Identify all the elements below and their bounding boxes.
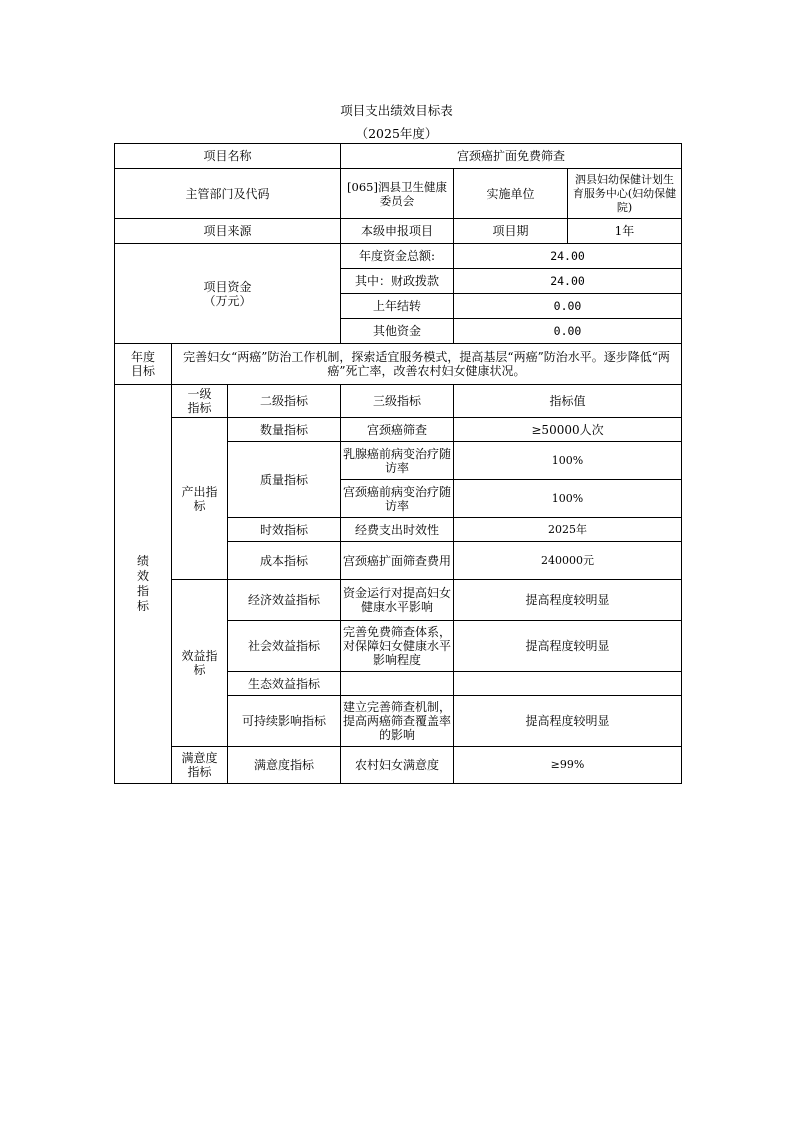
project-name-label: 项目名称 xyxy=(115,144,341,169)
table-row-level2: 生态效益指标 xyxy=(228,672,341,696)
table-row-level3: 宫颈癌扩面筛查费用 xyxy=(341,542,454,580)
benefit-indicator-label: 效益指 标 xyxy=(172,580,228,747)
header-level1: 一级 指标 xyxy=(172,385,228,418)
source-label: 项目来源 xyxy=(115,219,341,244)
table-row-level2: 数量指标 xyxy=(228,418,341,442)
table-row-level2: 经济效益指标 xyxy=(228,580,341,621)
table-row-level3: 建立完善筛查机制，提高两癌筛查覆盖率的影响 xyxy=(341,696,454,747)
table-row-level3: 资金运行对提高妇女健康水平影响 xyxy=(341,580,454,621)
funds-label: 项目资金 （万元） xyxy=(115,244,341,344)
table-row-value: 提高程度较明显 xyxy=(454,621,682,672)
page-subtitle: （2025年度） xyxy=(355,126,438,141)
table-row-level2: 质量指标 xyxy=(228,442,341,518)
table-row-level2: 成本指标 xyxy=(228,542,341,580)
table-row-level2: 时效指标 xyxy=(228,518,341,542)
period-label: 项目期 xyxy=(454,219,568,244)
project-name-value: 宫颈癌扩面免费筛查 xyxy=(341,144,682,169)
table-row-level3: 宫颈癌筛查 xyxy=(341,418,454,442)
table-row-value: 100% xyxy=(454,480,682,518)
impl-unit-label: 实施单位 xyxy=(454,169,568,219)
indicators-group-label xyxy=(115,385,172,784)
performance-target-table xyxy=(114,143,682,784)
page-title: 项目支出绩效目标表 xyxy=(340,103,453,118)
funds-carryover-label: 上年结转 xyxy=(341,294,454,319)
output-indicator-label: 产出指 标 xyxy=(172,418,228,580)
table-row-level3: 宫颈癌前病变治疗随访率 xyxy=(341,480,454,518)
indicators-group-text: 绩效指标 xyxy=(136,554,149,613)
table-row-value: 提高程度较明显 xyxy=(454,580,682,621)
funds-fiscal-label: 其中：财政拨款 xyxy=(341,269,454,294)
table-row-level3: 经费支出时效性 xyxy=(341,518,454,542)
table-row-level2: 满意度指标 xyxy=(228,747,341,784)
table-row-value: 2025年 xyxy=(454,518,682,542)
funds-total-label: 年度资金总额: xyxy=(341,244,454,269)
table-row-value xyxy=(454,672,682,696)
table-row-value: 提高程度较明显 xyxy=(454,696,682,747)
table-row-level3: 农村妇女满意度 xyxy=(341,747,454,784)
source-value: 本级申报项目 xyxy=(341,219,454,244)
table-row-level3: 乳腺癌前病变治疗随访率 xyxy=(341,442,454,480)
header-value: 指标值 xyxy=(454,385,682,418)
funds-fiscal-value: 24.00 xyxy=(454,269,682,294)
table-row-value: ≥50000人次 xyxy=(454,418,682,442)
table-row-level3: 完善免费筛查体系，对保障妇女健康水平影响程度 xyxy=(341,621,454,672)
table-row-level2: 可持续影响指标 xyxy=(228,696,341,747)
annual-goal-text: 完善妇女“两癌”防治工作机制，探索适宜服务模式，提高基层“两癌”防治水平。逐步降低“两癌”死亡率，改善农村妇女健康状况。 xyxy=(172,344,682,385)
period-value: 1年 xyxy=(568,219,682,244)
table-row-value: ≥99% xyxy=(454,747,682,784)
funds-other-label: 其他资金 xyxy=(341,319,454,344)
table-row-level2: 社会效益指标 xyxy=(228,621,341,672)
table-row-value: 100% xyxy=(454,442,682,480)
impl-unit-value: 泗县妇幼保健计划生育服务中心(妇幼保健院) xyxy=(568,169,682,219)
funds-total-value: 24.00 xyxy=(454,244,682,269)
table-row-level3 xyxy=(341,672,454,696)
header-level2: 二级指标 xyxy=(228,385,341,418)
header-level3: 三级指标 xyxy=(341,385,454,418)
dept-value: [065]泗县卫生健康委员会 xyxy=(341,169,454,219)
dept-label: 主管部门及代码 xyxy=(115,169,341,219)
satisfaction-indicator-label: 满意度 指标 xyxy=(172,747,228,784)
annual-goal-label: 年度 目标 xyxy=(115,344,172,385)
funds-carryover-value: 0.00 xyxy=(454,294,682,319)
funds-other-value: 0.00 xyxy=(454,319,682,344)
table-row-value: 240000元 xyxy=(454,542,682,580)
